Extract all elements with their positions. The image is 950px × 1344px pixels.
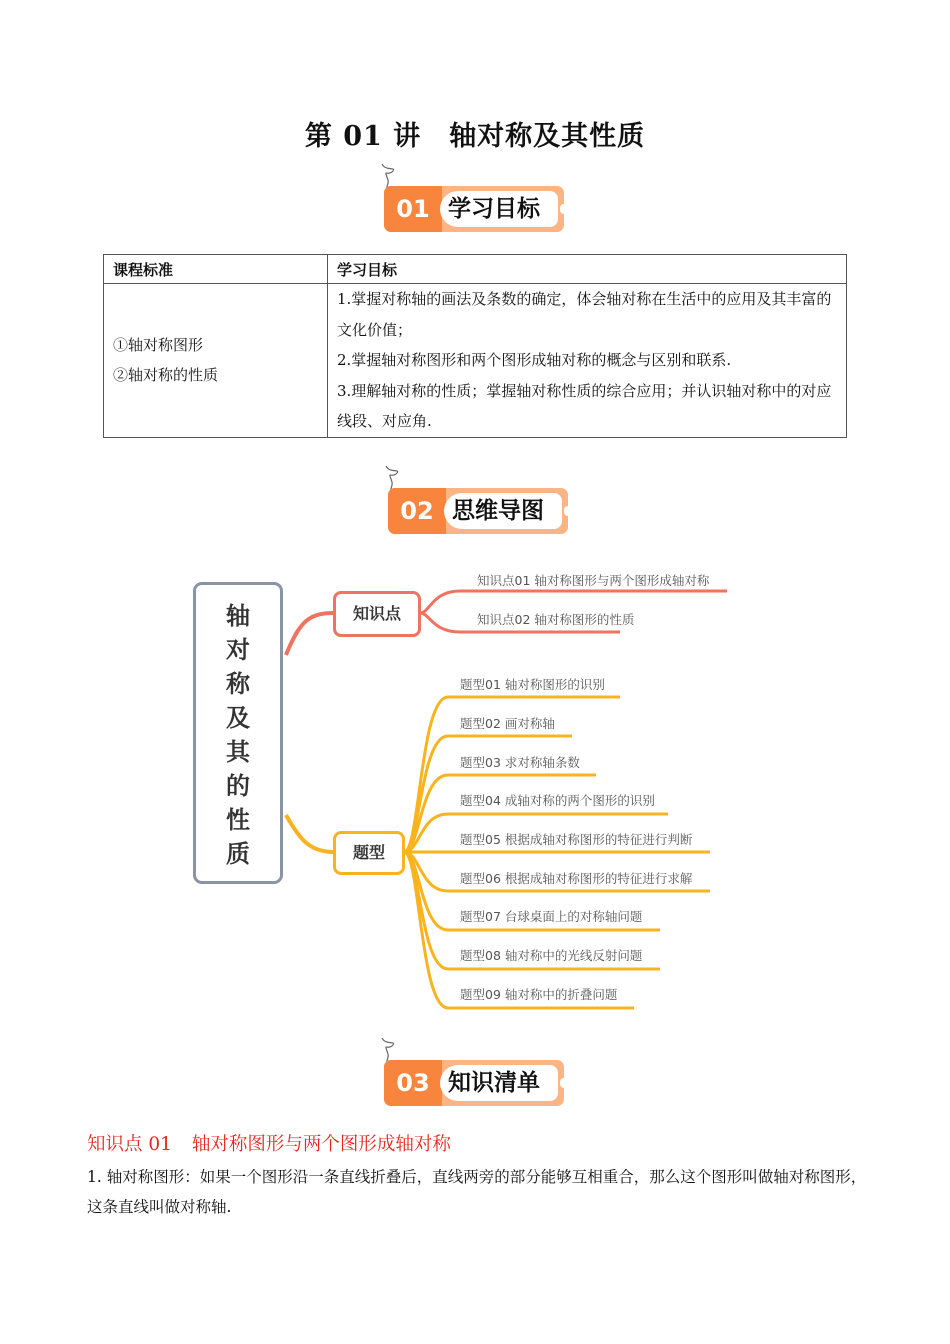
section-label: 知识清单 [440, 1065, 558, 1101]
goals-table [103, 254, 847, 438]
leaf-knowledge-point[interactable]: 知识点02 轴对称图形的性质 [477, 612, 635, 627]
leaf-question-type[interactable]: 题型08 轴对称中的光线反射问题 [460, 948, 643, 963]
section-number: 03 [384, 1060, 442, 1106]
objective-item: 3.理解轴对称的性质；掌握轴对称性质的综合应用；并认识轴对称中的对应线段、对应角. [337, 381, 832, 430]
leaf-question-type[interactable]: 题型06 根据成轴对称图形的特征进行求解 [460, 871, 693, 886]
section-badge-mindmap [388, 478, 570, 528]
table-header-row [104, 255, 847, 284]
lecture-topic: 轴对称及其性质 [449, 121, 646, 152]
definition-paragraph: 1. 轴对称图形：如果一个图形沿一条直线折叠后，直线两旁的部分能够互相重合，那么这个图形叫做轴对称图形，这条直线叫做对称轴. [87, 1168, 867, 1216]
standard-item: ②轴对称的性质 [113, 366, 219, 385]
leaf-question-type[interactable]: 题型04 成轴对称的两个图形的识别 [460, 793, 655, 808]
lecture-number: 第 01 讲 [304, 121, 422, 152]
knowledge-point-heading [87, 1130, 451, 1156]
leaf-question-type[interactable]: 题型07 台球桌面上的对称轴问题 [460, 909, 643, 924]
table-row [104, 284, 847, 438]
mind-map-root[interactable]: 轴 对 称 及 其 的 性 质 [193, 582, 283, 884]
leaf-question-type[interactable]: 题型09 轴对称中的折叠问题 [460, 987, 618, 1002]
knowledge-point-title: 轴对称图形与两个图形成轴对称 [191, 1134, 451, 1155]
objective-item: 1.掌握对称轴的画法及条数的确定，体会轴对称在生活中的应用及其丰富的文化价值； [337, 290, 832, 339]
objective-item: 2.掌握轴对称图形和两个图形成轴对称的概念与区别和联系. [337, 351, 732, 369]
standards-cell [104, 284, 328, 438]
section-label: 思维导图 [444, 493, 562, 529]
section-label: 学习目标 [440, 191, 558, 227]
section-number: 01 [384, 186, 442, 232]
leaf-knowledge-point[interactable]: 知识点01 轴对称图形与两个图形成轴对称 [477, 573, 710, 588]
branch-question-types[interactable]: 题型 [333, 831, 405, 875]
page-title [0, 114, 950, 153]
mind-map [0, 560, 950, 1020]
section-badge-goals [384, 176, 566, 226]
branch-knowledge-points[interactable]: 知识点 [333, 591, 421, 637]
leaf-question-type[interactable]: 题型01 轴对称图形的识别 [460, 677, 605, 692]
leaf-question-type[interactable]: 题型02 画对称轴 [460, 716, 555, 731]
knowledge-point-number: 知识点 01 [87, 1134, 172, 1155]
leaf-question-type[interactable]: 题型03 求对称轴条数 [460, 755, 580, 770]
header-objective: 学习目标 [328, 255, 847, 284]
objectives-cell [328, 284, 847, 438]
section-badge-knowledge [384, 1050, 566, 1100]
standard-item: ①轴对称图形 [113, 335, 204, 354]
section-number: 02 [388, 488, 446, 534]
leaf-question-type[interactable]: 题型05 根据成轴对称图形的特征进行判断 [460, 832, 693, 847]
header-standard: 课程标准 [104, 255, 328, 284]
